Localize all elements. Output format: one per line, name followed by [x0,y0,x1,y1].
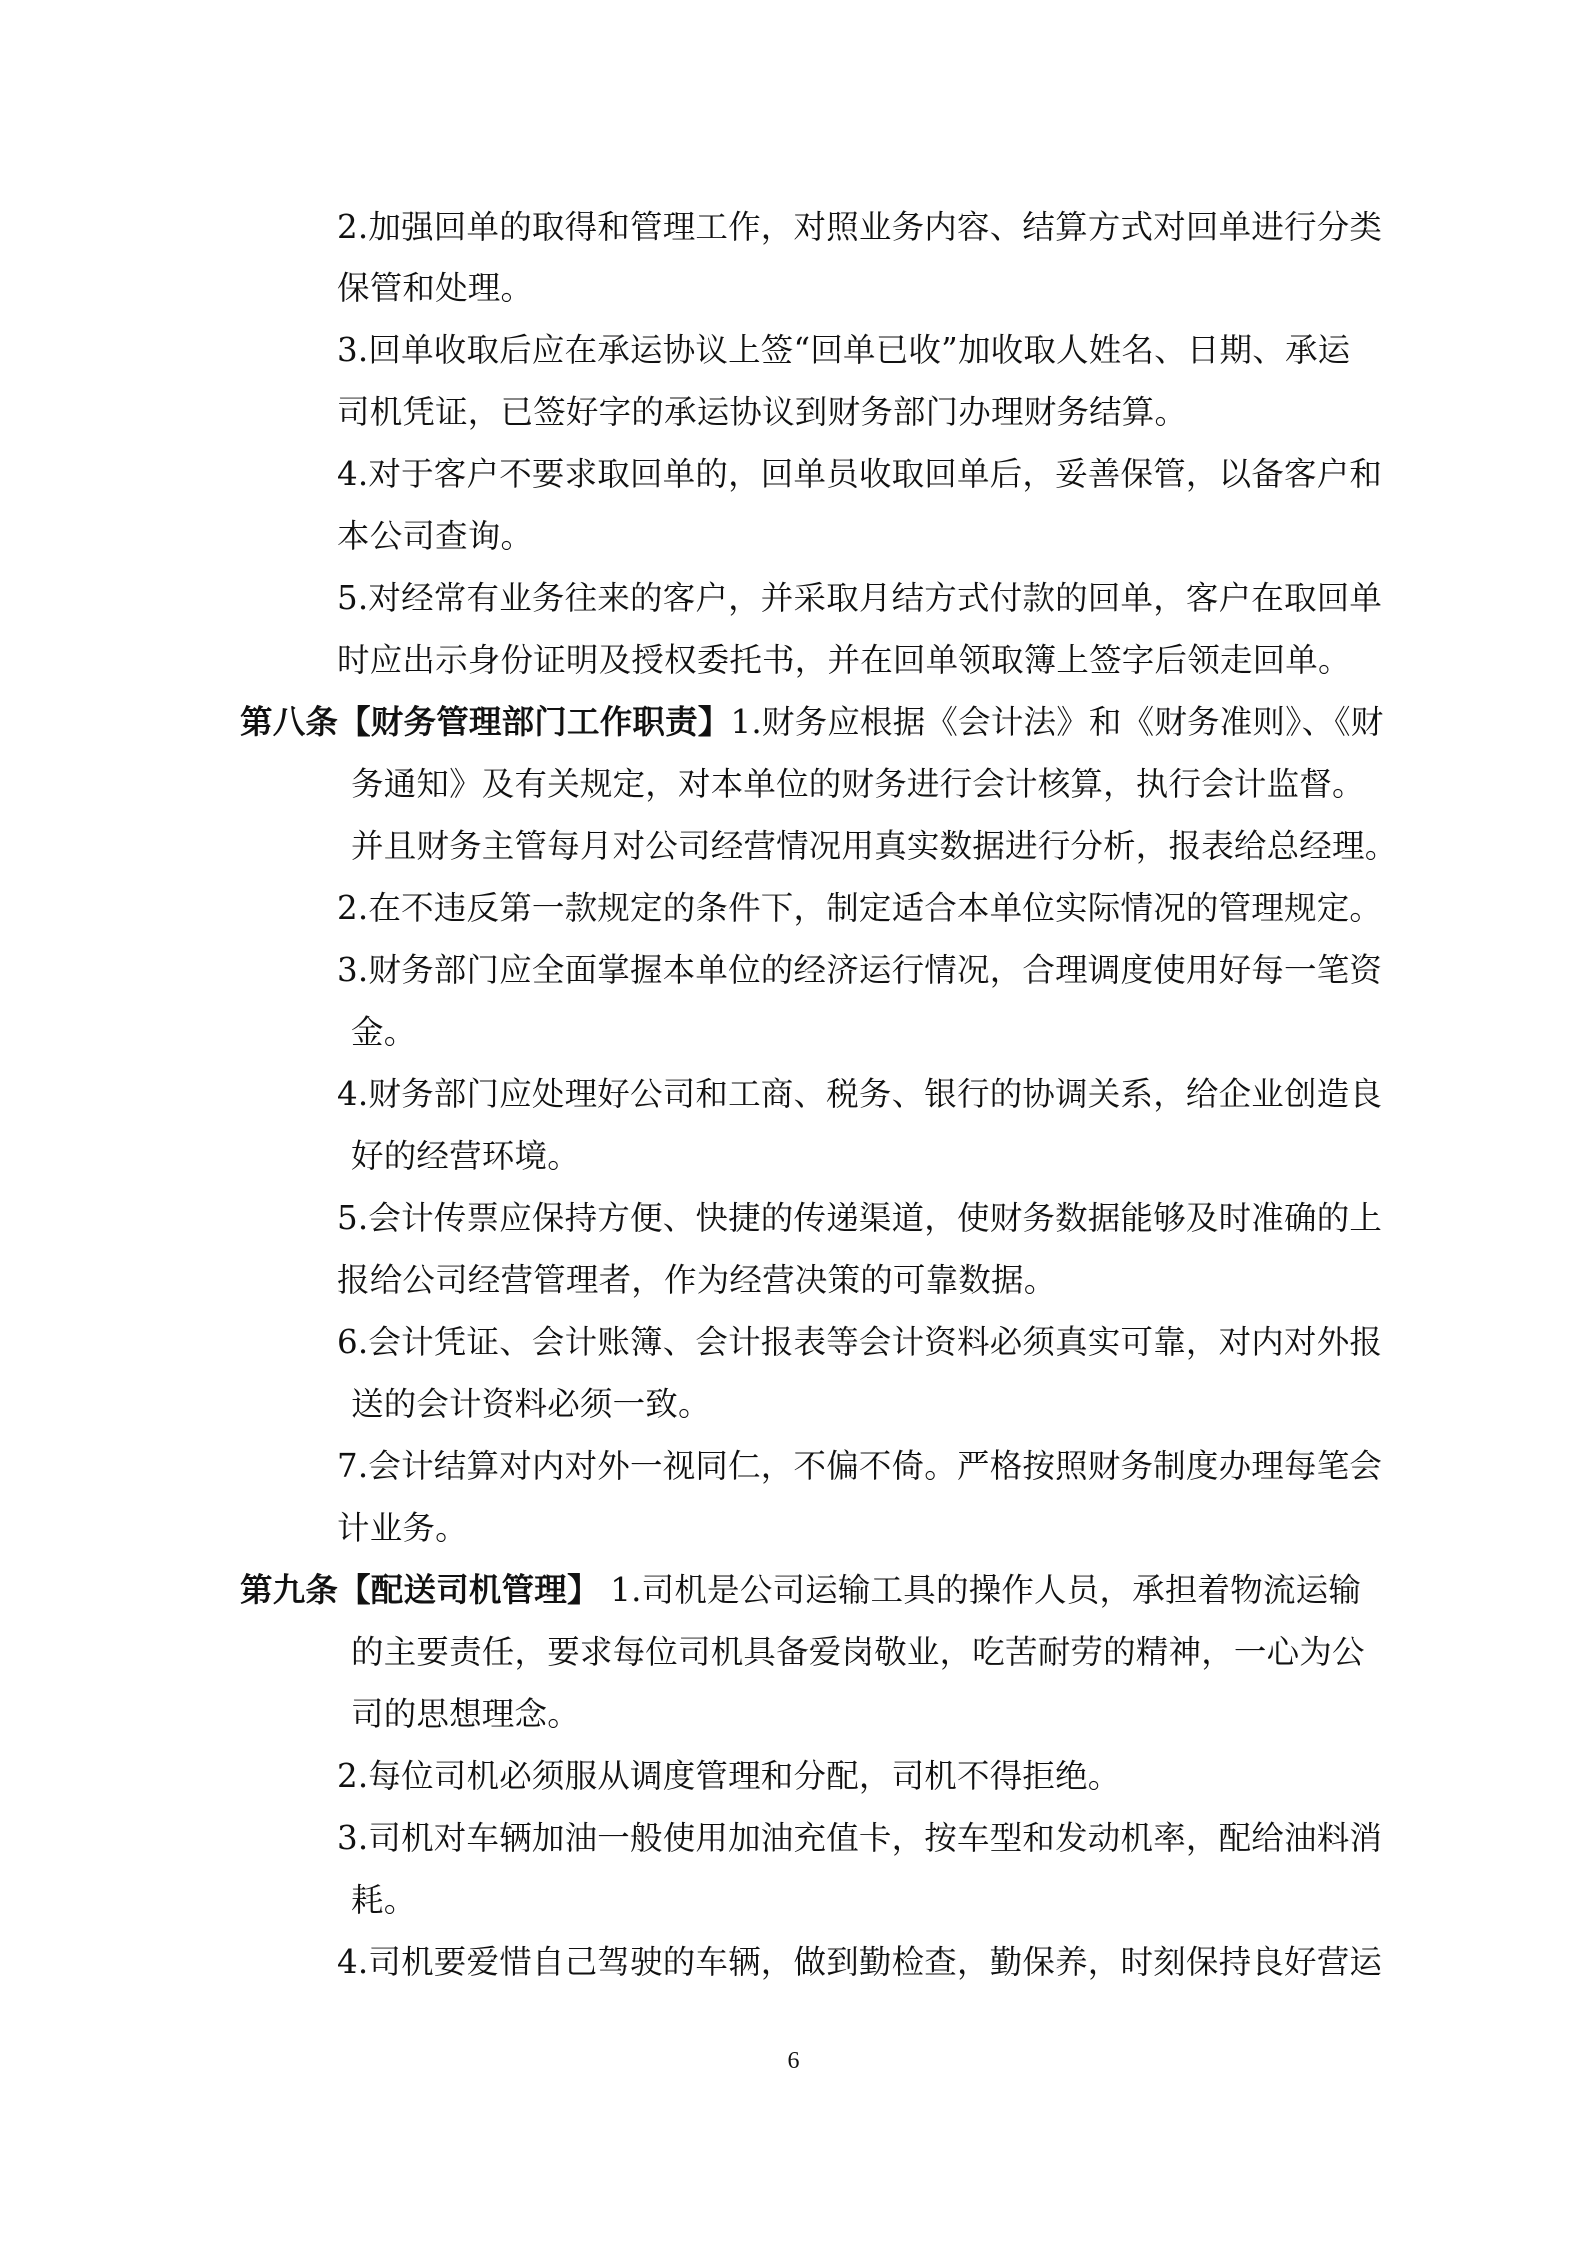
receipt-item-2-line-1: 2.加强回单的取得和管理工作，对照业务内容、结算方式对回单进行分类 [337,208,1383,246]
article-8-item-5-line-2: 报给公司经营管理者，作为经营决策的可靠数据。 [337,1261,1057,1299]
receipt-item-4-line-1: 4.对于客户不要求取回单的，回单员收取回单后，妥善保管，以备客户和 [337,455,1383,493]
article-9-item-1-line-3: 司的思想理念。 [351,1695,580,1733]
article-8-item-7-line-2: 计业务。 [337,1509,468,1547]
receipt-item-4-line-2: 本公司查询。 [337,517,534,555]
article-9-item-1-line-1: 1.司机是公司运输工具的操作人员，承担着物流运输 [599,1571,1362,1609]
article-9-line-1 [240,1568,1361,1612]
page-number: 6 [787,2048,800,2074]
article-8-item-1-line-1: 1.财务应根据《会计法》和《财务准则》、《财 [730,703,1384,741]
article-8-item-6-line-2: 送的会计资料必须一致。 [351,1385,711,1423]
receipt-item-3-line-2: 司机凭证，已签好字的承运协议到财务部门办理财务结算。 [337,393,1188,431]
article-8-item-1-line-2: 务通知》及有关规定，对本单位的财务进行会计核算，执行会计监督。 [351,765,1365,803]
article-8-item-5-line-1: 5.会计传票应保持方便、快捷的传递渠道，使财务数据能够及时准确的上 [337,1199,1383,1237]
article-9-heading: 第九条【配送司机管理】 [240,1570,600,1609]
article-8-item-1-line-3: 并且财务主管每月对公司经营情况用真实数据进行分析，报表给总经理。 [351,827,1398,865]
article-9-item-3-line-2: 耗。 [351,1881,417,1919]
article-8-item-3-line-1: 3.财务部门应全面掌握本单位的经济运行情况，合理调度使用好每一笔资 [337,951,1383,989]
article-8-item-4-line-2: 好的经营环境。 [351,1137,580,1175]
article-8-item-3-line-2: 金。 [351,1013,417,1051]
article-8-heading: 第八条【财务管理部门工作职责】 [240,702,731,741]
article-8-item-6-line-1: 6.会计凭证、会计账簿、会计报表等会计资料必须真实可靠，对内对外报 [337,1323,1383,1361]
receipt-item-5-line-2: 时应出示身份证明及授权委托书，并在回单领取簿上签字后领走回单。 [337,641,1351,679]
receipt-item-2-line-2: 保管和处理。 [337,269,534,307]
receipt-item-3-line-1: 3.回单收取后应在承运协议上签“回单已收”加收取人姓名、日期、承运 [337,331,1351,369]
article-8-item-2: 2.在不违反第一款规定的条件下，制定适合本单位实际情况的管理规定。 [337,889,1383,927]
article-9-item-4-line-1: 4.司机要爱惜自己驾驶的车辆，做到勤检查，勤保养，时刻保持良好营运 [337,1943,1383,1981]
article-9-item-2: 2.每位司机必须服从调度管理和分配，司机不得拒绝。 [337,1757,1121,1795]
article-8-item-4-line-1: 4.财务部门应处理好公司和工商、税务、银行的协调关系，给企业创造良 [337,1075,1383,1113]
article-8-line-1 [240,700,1383,744]
article-8-item-7-line-1: 7.会计结算对内对外一视同仁，不偏不倚。严格按照财务制度办理每笔会 [337,1447,1383,1485]
receipt-item-5-line-1: 5.对经常有业务往来的客户，并采取月结方式付款的回单，客户在取回单 [337,579,1383,617]
article-9-item-3-line-1: 3.司机对车辆加油一般使用加油充值卡，按车型和发动机率，配给油料消 [337,1819,1383,1857]
article-9-item-1-line-2: 的主要责任，要求每位司机具备爱岗敬业，吃苦耐劳的精神，一心为公 [351,1633,1365,1671]
